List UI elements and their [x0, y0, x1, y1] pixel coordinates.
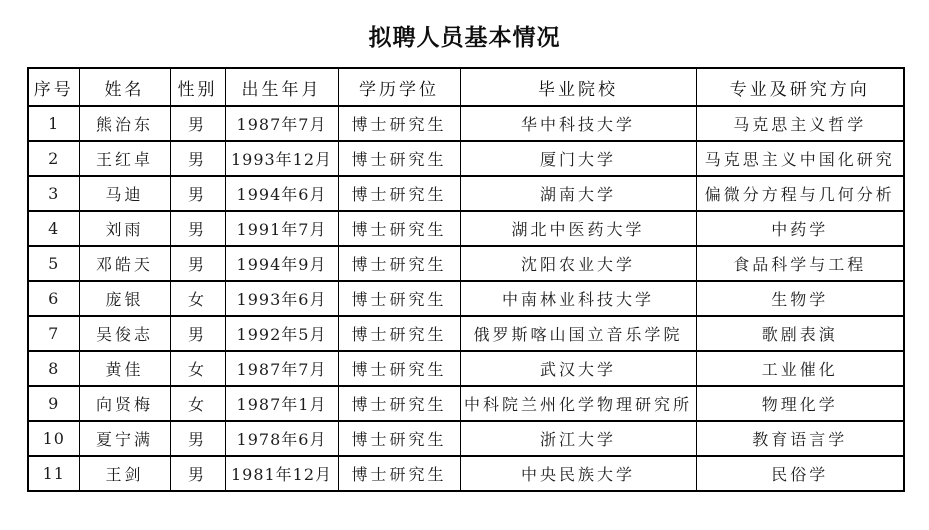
- cell-major-research: 食品科学与工程: [696, 246, 904, 281]
- cell-birth-date: 1994年9月: [225, 246, 338, 281]
- cell-name: 黄佳: [79, 351, 170, 386]
- column-header-birth-date: 出生年月: [225, 68, 338, 106]
- cell-gender: 男: [170, 456, 225, 491]
- cell-name: 马迪: [79, 176, 170, 211]
- cell-graduate-school: 湖南大学: [460, 176, 696, 211]
- cell-graduate-school: 浙江大学: [460, 421, 696, 456]
- cell-name: 夏宁满: [79, 421, 170, 456]
- cell-major-research: 教育语言学: [696, 421, 904, 456]
- cell-education-degree: 博士研究生: [338, 281, 460, 316]
- cell-education-degree: 博士研究生: [338, 211, 460, 246]
- cell-name: 熊治东: [79, 106, 170, 141]
- cell-birth-date: 1991年7月: [225, 211, 338, 246]
- table-header-row: [28, 68, 904, 106]
- cell-serial: 6: [28, 281, 79, 316]
- cell-graduate-school: 中央民族大学: [460, 456, 696, 491]
- cell-birth-date: 1987年7月: [225, 351, 338, 386]
- column-header-education-degree: 学历学位: [338, 68, 460, 106]
- cell-birth-date: 1987年1月: [225, 386, 338, 421]
- cell-graduate-school: 中科院兰州化学物理研究所: [460, 386, 696, 421]
- cell-major-research: 工业催化: [696, 351, 904, 386]
- cell-education-degree: 博士研究生: [338, 176, 460, 211]
- cell-gender: 男: [170, 141, 225, 176]
- cell-serial: 2: [28, 141, 79, 176]
- table-row: [28, 421, 904, 456]
- cell-serial: 9: [28, 386, 79, 421]
- cell-birth-date: 1992年5月: [225, 316, 338, 351]
- table-row: [28, 106, 904, 141]
- column-header-major-research: 专业及研究方向: [696, 68, 904, 106]
- cell-gender: 男: [170, 176, 225, 211]
- cell-graduate-school: 中南林业科技大学: [460, 281, 696, 316]
- table-row: [28, 316, 904, 351]
- column-header-graduate-school: 毕业院校: [460, 68, 696, 106]
- table-row: [28, 246, 904, 281]
- personnel-table: [27, 67, 905, 492]
- cell-name: 王剑: [79, 456, 170, 491]
- cell-gender: 男: [170, 421, 225, 456]
- cell-graduate-school: 厦门大学: [460, 141, 696, 176]
- cell-education-degree: 博士研究生: [338, 386, 460, 421]
- cell-serial: 10: [28, 421, 79, 456]
- cell-gender: 男: [170, 211, 225, 246]
- cell-serial: 5: [28, 246, 79, 281]
- table-row: [28, 141, 904, 176]
- cell-name: 庞银: [79, 281, 170, 316]
- column-header-serial: 序号: [28, 68, 79, 106]
- cell-graduate-school: 俄罗斯喀山国立音乐学院: [460, 316, 696, 351]
- cell-serial: 7: [28, 316, 79, 351]
- cell-major-research: 歌剧表演: [696, 316, 904, 351]
- cell-education-degree: 博士研究生: [338, 421, 460, 456]
- cell-gender: 女: [170, 351, 225, 386]
- cell-name: 吴俊志: [79, 316, 170, 351]
- cell-education-degree: 博士研究生: [338, 456, 460, 491]
- cell-gender: 男: [170, 246, 225, 281]
- cell-graduate-school: 华中科技大学: [460, 106, 696, 141]
- cell-major-research: 物理化学: [696, 386, 904, 421]
- cell-graduate-school: 沈阳农业大学: [460, 246, 696, 281]
- cell-education-degree: 博士研究生: [338, 246, 460, 281]
- table-body: [28, 106, 904, 491]
- cell-serial: 3: [28, 176, 79, 211]
- cell-major-research: 生物学: [696, 281, 904, 316]
- cell-major-research: 偏微分方程与几何分析: [696, 176, 904, 211]
- cell-name: 邓皓天: [79, 246, 170, 281]
- cell-name: 刘雨: [79, 211, 170, 246]
- cell-graduate-school: 武汉大学: [460, 351, 696, 386]
- cell-birth-date: 1978年6月: [225, 421, 338, 456]
- cell-education-degree: 博士研究生: [338, 316, 460, 351]
- cell-name: 向贤梅: [79, 386, 170, 421]
- cell-birth-date: 1993年6月: [225, 281, 338, 316]
- table-row: [28, 386, 904, 421]
- table-row: [28, 211, 904, 246]
- cell-gender: 男: [170, 106, 225, 141]
- cell-birth-date: 1981年12月: [225, 456, 338, 491]
- cell-education-degree: 博士研究生: [338, 141, 460, 176]
- column-header-name: 姓名: [79, 68, 170, 106]
- page-title: 拟聘人员基本情况: [368, 24, 561, 51]
- cell-gender: 女: [170, 281, 225, 316]
- cell-gender: 男: [170, 316, 225, 351]
- table-row: [28, 456, 904, 491]
- cell-major-research: 中药学: [696, 211, 904, 246]
- cell-serial: 8: [28, 351, 79, 386]
- table-row: [28, 281, 904, 316]
- table-head: [28, 68, 904, 106]
- cell-serial: 1: [28, 106, 79, 141]
- table-row: [28, 351, 904, 386]
- cell-education-degree: 博士研究生: [338, 351, 460, 386]
- cell-serial: 4: [28, 211, 79, 246]
- cell-graduate-school: 湖北中医药大学: [460, 211, 696, 246]
- cell-major-research: 民俗学: [696, 456, 904, 491]
- cell-birth-date: 1993年12月: [225, 141, 338, 176]
- cell-education-degree: 博士研究生: [338, 106, 460, 141]
- cell-name: 王红卓: [79, 141, 170, 176]
- column-header-gender: 性别: [170, 68, 225, 106]
- cell-serial: 11: [28, 456, 79, 491]
- cell-gender: 女: [170, 386, 225, 421]
- cell-birth-date: 1987年7月: [225, 106, 338, 141]
- cell-major-research: 马克思主义哲学: [696, 106, 904, 141]
- cell-major-research: 马克思主义中国化研究: [696, 141, 904, 176]
- cell-birth-date: 1994年6月: [225, 176, 338, 211]
- table-row: [28, 176, 904, 211]
